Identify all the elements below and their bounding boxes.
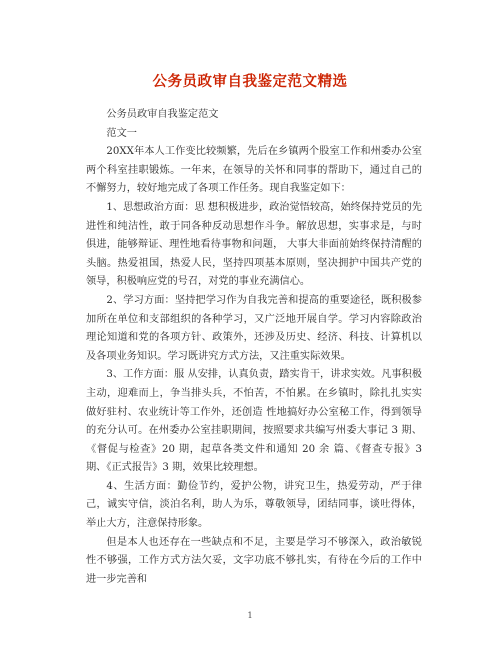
work-paragraph: 3、工作方面：服 从安排，认真负责，踏实肯干，讲求实效。凡事积极主动，迎难而上，争当排头兵，不怕苦，不怕累。在乡镇时，除扎扎实实做好驻村、农业统计等工作外，还创造 性地搞好办公室秘工作，得到领导的充分认可。在州委办公室挂职期间，按照要求共编写州委大事记 3 期、《督促与检查》20 期，起草各类文件和通知 20 余 篇、《督查专报》3 期、《正式报告》3 期，效果比较理想。 xyxy=(86,369,422,474)
ideology-paragraph: 1、思想政治方面：思 想积极进步，政治觉悟较高，始终保持党员的先进性和纯洁性，敢于同各种反动思想作斗争。解放思想，实事求是，与时俱进，能够辩证、理性地看待事物和问题， 大事大非面前始终保持清醒的头脑。热爱祖国，热爱人民，坚持四项基本原则，坚决拥护中国共产党的领导，积极响应党的号召，对党的事业充满信心。 xyxy=(86,201,422,288)
subtitle-paragraph: 公务员政审自我鉴定范文 xyxy=(106,109,219,120)
page-number: 1 xyxy=(247,611,253,620)
intro-paragraph: 20XX年本人工作变比较频繁，先后在乡镇两个股室工作和州委办公室两个科室挂职锻炼。一年来，在领导的关怀和同事的帮助下，通过自己的不懈努力，较好地完成了各项工作任务。现自我鉴定如下： xyxy=(86,146,422,195)
shortcomings-paragraph: 但是本人也还存在一些缺点和不足，主要是学习不够深入，政治敏锐性不够强，工作方式方法欠妥，文字功底不够扎实，有待在今后的工作中进一步完善和 xyxy=(86,536,422,585)
study-paragraph: 2、学习方面：坚持把学习作为自我完善和提高的重要途径，既积极参加所在单位和支部组织的各种学习，又广泛地开展自学。学习内容除政治理论知道和党的各项方针、政策外，还涉及历史、经济、科技、计算机以及各项业务知识。学习既讲究方式方法，又注重实际效果。 xyxy=(86,294,422,362)
life-paragraph: 4、生活方面：勤俭节约，爱护公物，讲究卫生，热爱劳动，严于律己，诚实守信，淡泊名利，助人为乐，尊敬领导，团结同事，谈吐得体，举止大方，注意保持形象。 xyxy=(86,480,422,530)
document-title: 公务员政审自我鉴定范文精选 xyxy=(152,73,348,90)
document-body xyxy=(86,106,422,589)
section-heading: 范文一 xyxy=(106,127,137,139)
